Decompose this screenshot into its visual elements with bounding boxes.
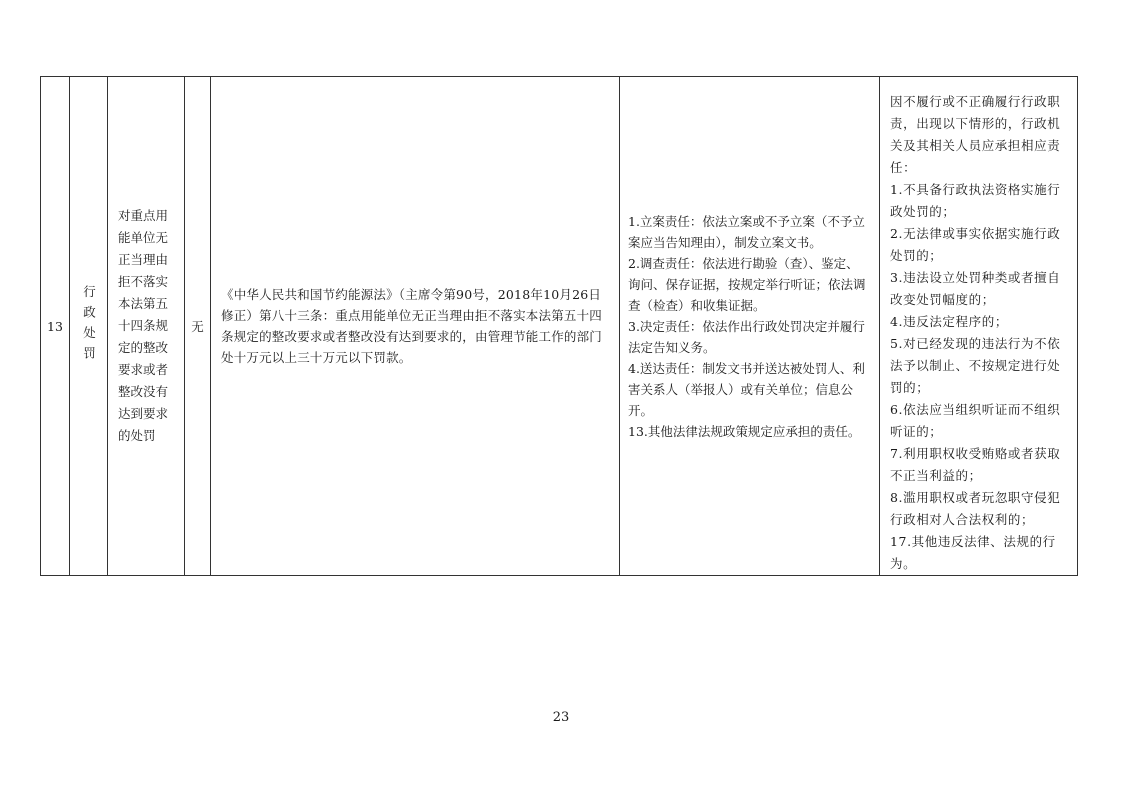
liability-item: 7.利用职权收受贿赂或者获取不正当利益的； — [890, 446, 1061, 483]
responsibilities-list — [620, 211, 879, 442]
sub-item-cell: 无 — [185, 77, 211, 576]
responsibilities-cell — [620, 77, 880, 576]
item-name-cell — [108, 77, 185, 576]
liability-item: 8.滥用职权或者玩忽职守侵犯行政相对人合法权利的； — [890, 490, 1061, 527]
row-number: 13 — [41, 77, 70, 576]
liability-item: 3.违法设立处罚种类或者擅自改变处罚幅度的； — [890, 270, 1061, 307]
legal-basis-cell — [211, 77, 620, 576]
liability-item: 因不履行或不正确履行行政职责，出现以下情形的，行政机关及其相关人员应承担相应责任： — [890, 94, 1061, 175]
legal-basis-text: 《中华人民共和国节约能源法》（主席令第90号，2018年10月26日修正）第八十三条：重点用能单位无正当理由拒不落实本法第五十四条规定的整改要求或者整改没有达到要求的，由管理节能工作的部门处十万元以上三十万元以下罚款。 — [221, 287, 603, 365]
responsibility-item: 13.其他法律法规政策规定应承担的责任。 — [628, 423, 861, 439]
liability-item: 4.违反法定程序的； — [890, 314, 1008, 329]
category-text: 行政处罚 — [81, 285, 97, 367]
responsibility-item: 3.决定责任：依法作出行政处罚决定并履行法定告知义务。 — [628, 318, 865, 355]
responsibility-item: 1.立案责任：依法立案或不予立案（不予立案应当告知理由），制发立案文书。 — [628, 213, 865, 250]
liability-item: 1.不具备行政执法资格实施行政处罚的； — [890, 182, 1061, 219]
liability-item: 6.依法应当组织听证而不组织听证的； — [890, 402, 1061, 439]
responsibility-item: 4.送达责任：制发文书并送达被处罚人、利害关系人（举报人）或有关单位；信息公开。 — [628, 360, 865, 418]
table-row — [41, 77, 1078, 576]
responsibility-item: 2.调查责任：依法进行勘验（查）、鉴定、询问、保存证据，按规定举行听证；依法调查（检查）和收集证据。 — [628, 255, 866, 313]
item-name-text: 对重点用能单位无正当理由拒不落实本法第五十四条规定的整改要求或者整改没有达到要求的处罚 — [118, 208, 169, 443]
liability-item: 17.其他违反法律、法规的行为。 — [890, 534, 1056, 571]
page-number: 23 — [552, 710, 570, 725]
liabilities-cell — [880, 77, 1078, 576]
liability-item: 5.对已经发现的违法行为不依法予以制止、不按规定进行处罚的； — [890, 336, 1061, 395]
power-list-table — [40, 76, 1078, 576]
category-cell — [70, 77, 108, 576]
liabilities-list — [880, 77, 1077, 575]
liability-item: 2.无法律或事实依据实施行政处罚的； — [890, 226, 1061, 263]
